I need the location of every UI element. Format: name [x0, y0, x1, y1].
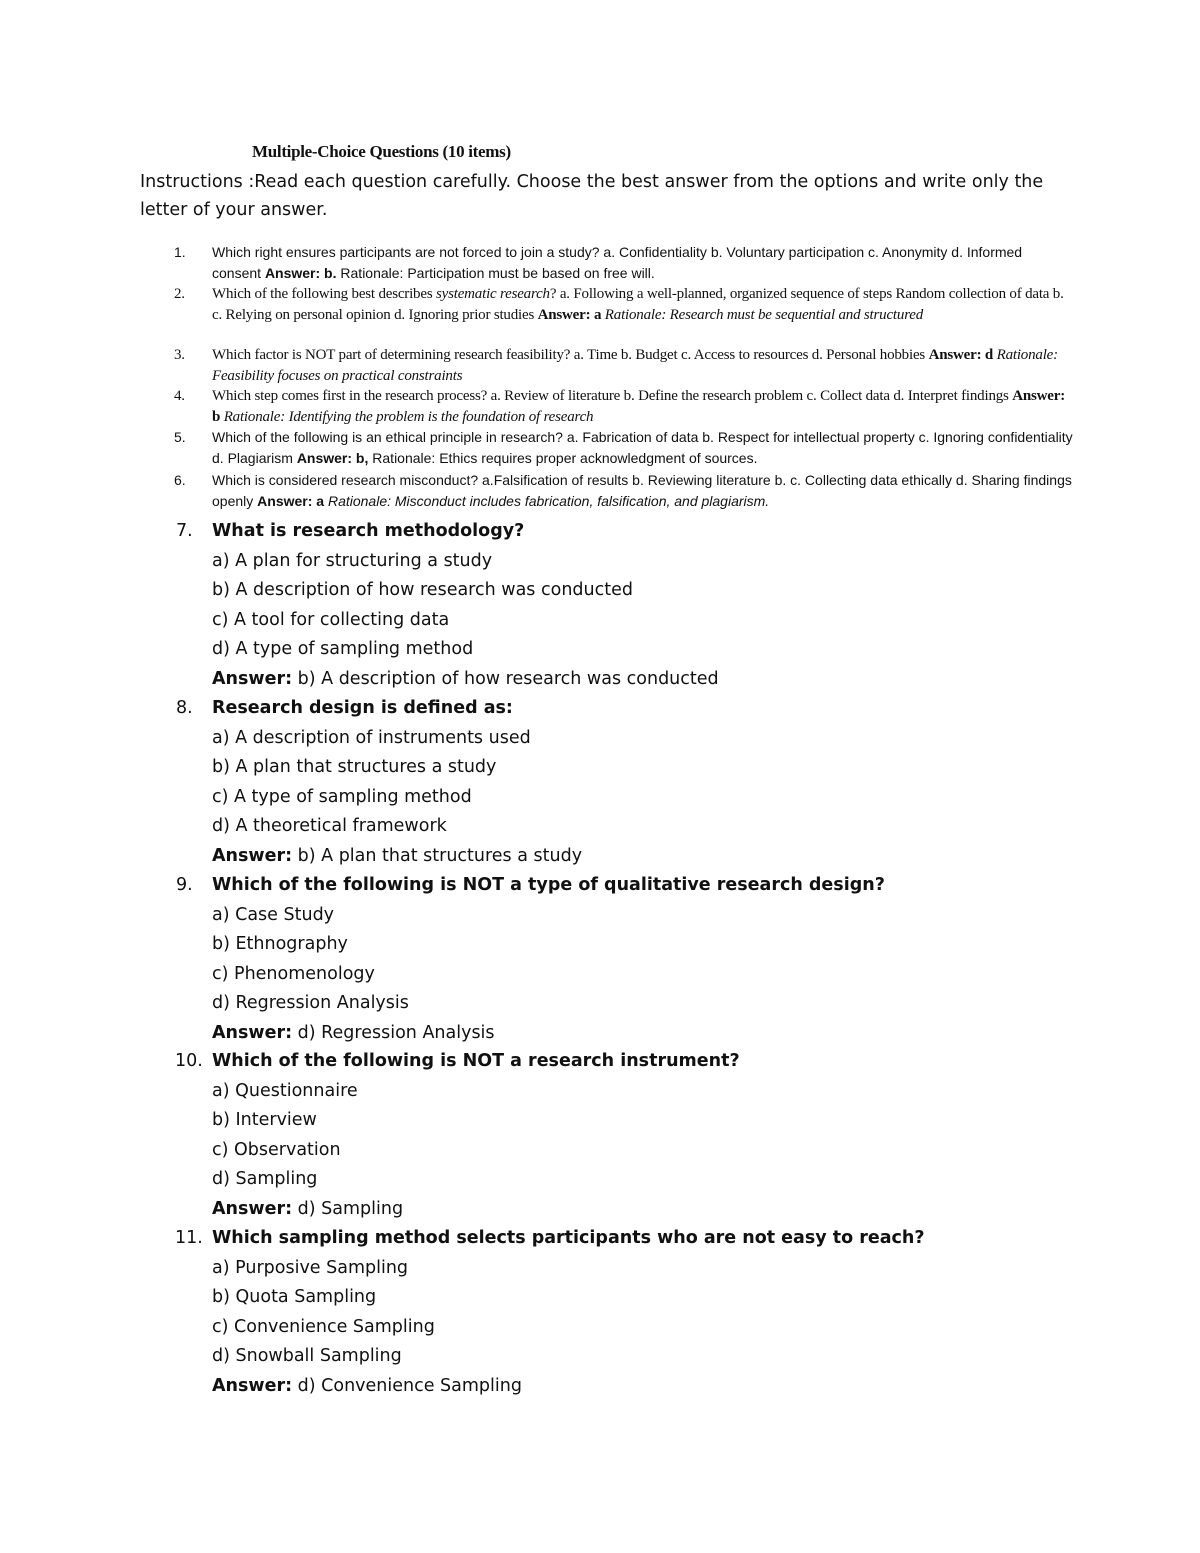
- question-text-continued: a.Falsification of results b. Reviewing literature b. c. Collecting data ethically d. Sharing findings openly: [212, 472, 1072, 509]
- option-b: b) Ethnography: [212, 934, 348, 954]
- question-text: Which step comes first in the research process? a. Review of literature b. Define the research problem c. Collect data d. Interpret findings: [212, 388, 1013, 404]
- question-number: 10.: [175, 1051, 203, 1071]
- rationale-text: Rationale: Feasibility focuses on practical constraints: [212, 347, 1058, 384]
- rationale-text: Rationale: Identifying the problem is the foundation of research: [220, 409, 594, 425]
- answer-text: d) Regression Analysis: [292, 1022, 495, 1043]
- answer-line: [212, 1195, 403, 1225]
- option-b: b) Quota Sampling: [212, 1287, 377, 1307]
- question-text: Which of the following is an ethical principle in research? a. Fabrication of data b. Respect for intellectual property c. Ignoring confidentiality d. Plagiarism: [212, 429, 1073, 466]
- answer-line: [212, 1372, 522, 1402]
- question-number: 11.: [175, 1228, 203, 1248]
- rationale-text: Rationale: Participation must be based on free will.: [336, 265, 655, 281]
- question-text: Which of the following is NOT a research instrument?: [212, 1051, 740, 1071]
- option-c: c) A tool for collecting data: [212, 609, 450, 630]
- answer-label: Answer:: [212, 1198, 293, 1219]
- question-number: 7.: [176, 521, 193, 541]
- option-a: a) Questionnaire: [212, 1080, 358, 1101]
- option-d: d) A theoretical framework: [212, 816, 447, 836]
- item-number: 2.: [174, 286, 185, 302]
- page-title: Multiple-Choice Questions (10 items): [252, 142, 511, 161]
- rationale-text: Rationale: Ethics requires proper acknowledgment of sources.: [368, 450, 758, 466]
- question-emphasis: systematic research: [436, 286, 550, 302]
- option-a: a) Purposive Sampling: [212, 1257, 409, 1278]
- option-b: b) A plan that structures a study: [212, 757, 497, 777]
- item-number: 6.: [174, 472, 186, 488]
- option-a: a) A description of instruments used: [212, 727, 531, 748]
- option-d: d) A type of sampling method: [212, 639, 474, 659]
- answer-text: d) Sampling: [292, 1198, 404, 1219]
- option-c: c) Phenomenology: [212, 963, 375, 984]
- item-number: 4.: [174, 388, 185, 404]
- question-text: Which of the following is NOT a type of qualitative research design?: [212, 875, 885, 895]
- answer-line: [212, 842, 582, 872]
- option-a: a) A plan for structuring a study: [212, 550, 493, 571]
- question-text: Which right ensures participants are not forced to join a study? a. Confidentiality b. Voluntary participation c. Anonymity d. Informed consent: [212, 244, 1023, 281]
- question-text: Which sampling method selects participants who are not easy to reach?: [212, 1228, 925, 1248]
- question-number: 8.: [176, 698, 193, 718]
- option-d: d) Regression Analysis: [212, 993, 409, 1013]
- answer-text: b) A description of how research was conducted: [292, 668, 719, 689]
- instructions: Instructions :Read each question carefully. Choose the best answer from the options and write only the letter of your answer.: [140, 172, 1044, 220]
- answer-label: Answer:: [212, 1022, 293, 1043]
- rationale-text: Rationale: Misconduct includes fabrication, falsification, and plagiarism.: [324, 493, 770, 509]
- answer-label: Answer: b,: [296, 450, 369, 466]
- option-b: b) A description of how research was conducted: [212, 580, 633, 600]
- option-a: a) Case Study: [212, 904, 335, 925]
- question-emphasis: research misconduct?: [341, 472, 479, 488]
- answer-text: d) Convenience Sampling: [292, 1375, 522, 1396]
- option-c: c) Convenience Sampling: [212, 1316, 435, 1337]
- option-d: d) Snowball Sampling: [212, 1346, 402, 1366]
- answer-line: [212, 665, 719, 695]
- answer-label: Answer: b.: [264, 265, 337, 281]
- answer-label: Answer: a: [257, 493, 325, 509]
- answer-label: Answer:: [212, 845, 293, 866]
- question-number: 9.: [176, 875, 193, 895]
- question-text: Which is considered: [212, 472, 342, 488]
- item-number: 1.: [174, 244, 186, 260]
- option-c: c) A type of sampling method: [212, 786, 472, 807]
- option-d: d) Sampling: [212, 1169, 318, 1189]
- answer-text: b) A plan that structures a study: [292, 845, 583, 866]
- answer-label: Answer:: [212, 1375, 293, 1396]
- item-number: 3.: [174, 347, 185, 363]
- option-b: b) Interview: [212, 1110, 317, 1130]
- answer-line: [212, 1019, 495, 1049]
- answer-label: Answer: d: [928, 347, 994, 363]
- answer-label: Answer: b: [212, 388, 1065, 425]
- option-c: c) Observation: [212, 1139, 341, 1160]
- question-text: What is research methodology?: [212, 521, 525, 541]
- question-text: Which factor is NOT part of determining research feasibility? a. Time b. Budget c. Access to resources d. Personal hobbies: [212, 347, 929, 363]
- question-text: Research design is defined as:: [212, 698, 513, 718]
- question-text-continued: ? a. Following a well-planned, organized sequence of steps Random collection of data b. c. Relying on personal opinion d. Ignoring prior studies: [212, 286, 1064, 323]
- answer-label: Answer: a: [537, 307, 602, 323]
- item-number: 5.: [174, 429, 186, 445]
- rationale-text: Rationale: Research must be sequential and structured: [601, 307, 924, 323]
- question-text: Which of the following best describes: [212, 286, 437, 302]
- answer-label: Answer:: [212, 668, 293, 689]
